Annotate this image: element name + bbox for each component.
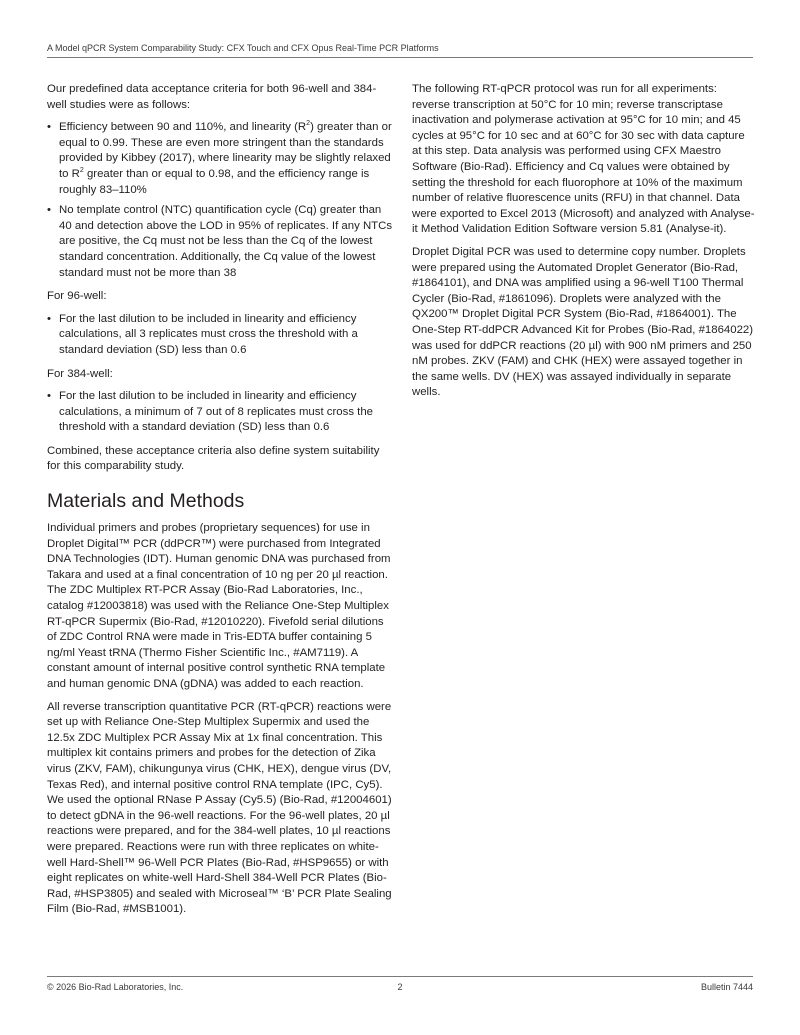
footer-bulletin: Bulletin 7444 (700, 982, 753, 992)
for-96-well-list (47, 312, 393, 359)
for-96-well-label: For 96-well: (47, 290, 107, 303)
footer-copyright: © 2026 Bio-Rad Laboratories, Inc. (47, 982, 184, 992)
for-384-well-list (47, 389, 393, 436)
for-96-well-item: • For the last dilution to be included in linearity and efficiency calculations, all 3 replicates must cross the threshold with a standard deviation (SD) less than 0.6 (47, 312, 393, 359)
running-header: A Model qPCR System Comparability Study: CFX Touch and CFX Opus Real-Time PCR Platforms (47, 42, 753, 58)
protocol-paragraph: The following RT-qPCR protocol was run for all experiments: reverse transcription at 50°C for 10 min; reverse transcriptase inactivation and polymerase activation at 95°C for 10 min; and 45 cycles at 95°C for 10 sec and at 60°C for 30 sec with data capture at this step. Data analysis was performed using CFX Maestro Software (Bio-Rad). Efficiency and Cq values were obtained by setting the threshold for each fluorophore at 10% of the maximum number of relative fluorescence units (RFU) in that channel. Data were exported to Excel 2013 (Microsoft) and analyzed with Analyse-it Method Validation Edition Software version 5.81 (Analyse-it). (412, 83, 755, 236)
acceptance-criteria-list (47, 120, 393, 281)
left-column (47, 82, 393, 925)
right-column (412, 82, 755, 408)
combined-criteria-paragraph: Combined, these acceptance criteria also define system suitability for this comparability study. (47, 444, 380, 473)
ddpcr-paragraph: Droplet Digital PCR was used to determine copy number. Droplets were prepared using the Automated Droplet Generator (Bio-Rad, #1864101), and DNA was amplified using a 96-well T100 Thermal Cycler (Bio-Rad, #1861096). Droplets were analyzed with the QX200™ Droplet Digital PCR System (Bio-Rad, #1864001). The One-Step RT-ddPCR Advanced Kit for Probes (Bio-Rad, #1864022) was used for ddPCR reactions (20 µl) with 900 nM primers and 250 nM probes. ZKV (FAM) and CHK (HEX) were assayed together in the same wells. DV (HEX) was assayed individually in separate wells. (412, 245, 754, 399)
methods-paragraph-2: All reverse transcription quantitative PCR (RT-qPCR) reactions were set up with Reliance One-Step Multiplex Supermix and used the 12.5x ZDC Multiplex PCR Assay Mix at 1x final concentration. This multiplex kit contains primers and probes for the detection of Zika virus (ZKV, FAM), chikungunya virus (CHK, HEX), dengue virus (DV, Texas Red), and internal positive control RNA template (IPC, Cy5). We used the optional RNase P Assay (Cy5.5) (Bio-Rad, #12004601) to detect gDNA in the 96-well reactions. For the 96-well plates, 20 µl reactions were prepared, and for the 384-well plates, 10 µl reactions were prepared. Reactions were run with three replicates on white-well Hard-Shell™ 96-Well PCR Plates (Bio-Rad, #HSP9655) or with eight replicates on white-well Hard-Shell 384-Well PCR Plates (Bio-Rad, #HSP3805) and sealed with Microseal™ ‘B’ PCR Plate Sealing Film (Bio-Rad, #MSB1001). (47, 700, 392, 916)
footer-page-number: 2 (397, 982, 403, 992)
criteria-intro: Our predefined data acceptance criteria for both 96-well and 384-well studies were as follows: (47, 83, 377, 111)
criteria-ntc-item: • No template control (NTC) quantification cycle (Cq) greater than 40 and detection above the LOD in 95% of replicates. If any NTCs are positive, the Cq must not be less than the Cq of the lowest standard concentration. Additionally, the Cq value of the lowest standard must not be more than 38 (47, 203, 393, 281)
criteria-efficiency-item: • Efficiency between 90 and 110%, and linearity $(R^2)$ greater than or equal to 0.99. These are even more stringent than the standards provided by Kibbey (2017), where linearity may be slightly relaxed to $R^2$ greater than or equal to 0.98, and the efficiency range is roughly 83–110% (47, 120, 393, 198)
methods-paragraph-1: Individual primers and probes (proprietary sequences) for use in Droplet Digital™ PCR (ddPCR™) were purchased from Integrated DNA Technologies (IDT). Human genomic DNA was purchased from Takara and used at a final concentration of 10 ng per 20 µl reaction. The ZDC Multiplex RT-PCR Assay (Bio-Rad Laboratories, Inc., catalog #12003818) was used with the Reliance One-Step Multiplex RT-qPCR Supermix (Bio-Rad, #12010220). Fivefold serial dilutions of ZDC Control RNA were made in Tris-EDTA buffer containing 5 ng/ml Yeast tRNA (Thermo Fisher Scientific Inc., #AM7119). A constant amount of internal positive control synthetic RNA template and human genomic DNA (gDNA) was added to each reaction. (47, 522, 391, 690)
materials-methods-heading: Materials and Methods (47, 490, 245, 513)
page-footer (47, 976, 753, 993)
for-384-well-label: For 384-well: (47, 367, 113, 380)
for-384-well-item: • For the last dilution to be included in linearity and efficiency calculations, a minimum of 7 out of 8 replicates must cross the threshold with a standard deviation (SD) less than 0.6 (47, 389, 393, 436)
